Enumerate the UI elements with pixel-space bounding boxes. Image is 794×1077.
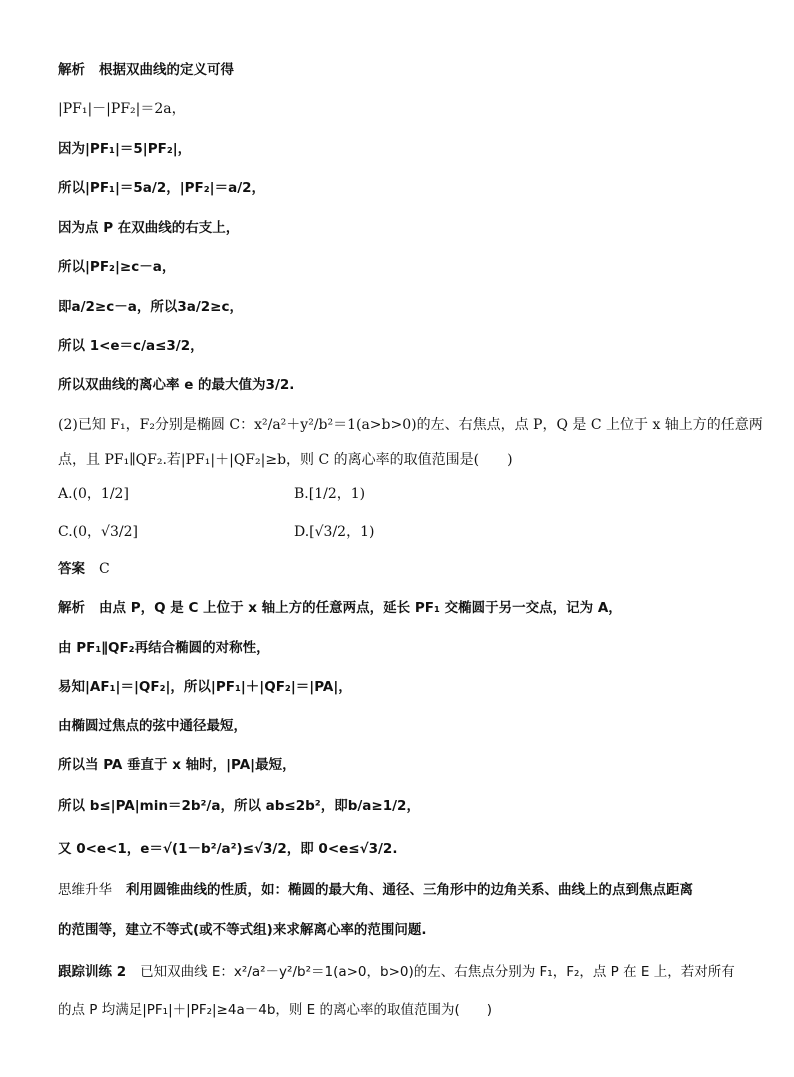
- solution2-line: 所以 b≤|PA|min＝2b²/a，所以 ab≤2b²，即b/a≥1/2，: [58, 798, 420, 814]
- solution-line: 所以双曲线的离心率 e 的最大值为3/2.: [58, 377, 295, 393]
- answer: [58, 559, 110, 579]
- question-line-1: (2)已知 F₁，F₂分别是椭圆 C：x²/a²＋y²/b²＝1(a>b>0)的左、右焦点，点 P，Q 是 C 上位于 x 轴上方的任意两: [58, 417, 763, 433]
- insight-text: 利用圆锥曲线的性质，如：椭圆的最大角、通径、三角形中的边角关系、曲线上的点到焦点距离: [126, 882, 693, 898]
- solution-line: |PF₁|－|PF₂|＝2a，: [58, 101, 186, 117]
- practice-text: 已知双曲线 E：x²/a²－y²/b²＝1(a>0，b>0)的左、右焦点分别为 F₁，F₂，点 P 在 E 上，若对所有: [140, 964, 735, 980]
- insight-line-1: [58, 880, 693, 900]
- solution2-line: 所以当 PA 垂直于 x 轴时，|PA|最短，: [58, 757, 296, 773]
- practice-line-1: [58, 962, 735, 982]
- solution2-label: 解析: [58, 600, 85, 616]
- option-a: A.(0，1/2]: [58, 486, 129, 502]
- option-b: B.[1/2，1): [294, 486, 366, 502]
- solution-text: 根据双曲线的定义可得: [99, 62, 234, 78]
- answer-value: C: [99, 561, 110, 577]
- practice-label: 跟踪训练 2: [58, 964, 127, 980]
- solution-line: 所以|PF₂|≥c－a，: [58, 259, 176, 275]
- solution-line: 所以|PF₁|＝5a/2，|PF₂|＝a/2，: [58, 180, 266, 196]
- answer-label: 答案: [58, 561, 85, 577]
- option-c: C.(0，√3/2]: [58, 524, 138, 540]
- practice-line-2: 的点 P 均满足|PF₁|＋|PF₂|≥4a－4b，则 E 的离心率的取值范围为( ): [58, 1002, 493, 1018]
- solution2-line: 由椭圆过焦点的弦中通径最短，: [58, 718, 247, 734]
- option-d: D.[√3/2，1): [294, 524, 375, 540]
- solution-heading: [58, 60, 234, 80]
- solution2-line: 易知|AF₁|＝|QF₂|，所以|PF₁|＋|QF₂|＝|PA|，: [58, 679, 352, 695]
- solution-line: 即a/2≥c－a，所以3a/2≥c，: [58, 299, 243, 315]
- solution-line: 因为|PF₁|＝5|PF₂|，: [58, 141, 192, 157]
- solution-label: 解析: [58, 62, 85, 78]
- solution2-text: 由点 P，Q 是 C 上位于 x 轴上方的任意两点，延长 PF₁ 交椭圆于另一交点，记为 A，: [99, 600, 622, 616]
- solution-line: 所以 1<e＝c/a≤3/2，: [58, 338, 204, 354]
- solution2-heading: [58, 598, 622, 618]
- solution2-line: 由 PF₁∥QF₂再结合椭圆的对称性，: [58, 640, 270, 656]
- insight-line-2: 的范围等，建立不等式(或不等式组)来求解离心率的范围问题.: [58, 922, 427, 938]
- solution2-line: 又 0<e<1，e＝√(1－b²/a²)≤√3/2，即 0<e≤√3/2.: [58, 841, 398, 857]
- insight-label: 思维升华: [58, 882, 112, 898]
- solution-line: 因为点 P 在双曲线的右支上，: [58, 220, 240, 236]
- question-line-2: 点，且 PF₁∥QF₂.若|PF₁|＋|QF₂|≥b，则 C 的离心率的取值范围是( ): [58, 452, 513, 468]
